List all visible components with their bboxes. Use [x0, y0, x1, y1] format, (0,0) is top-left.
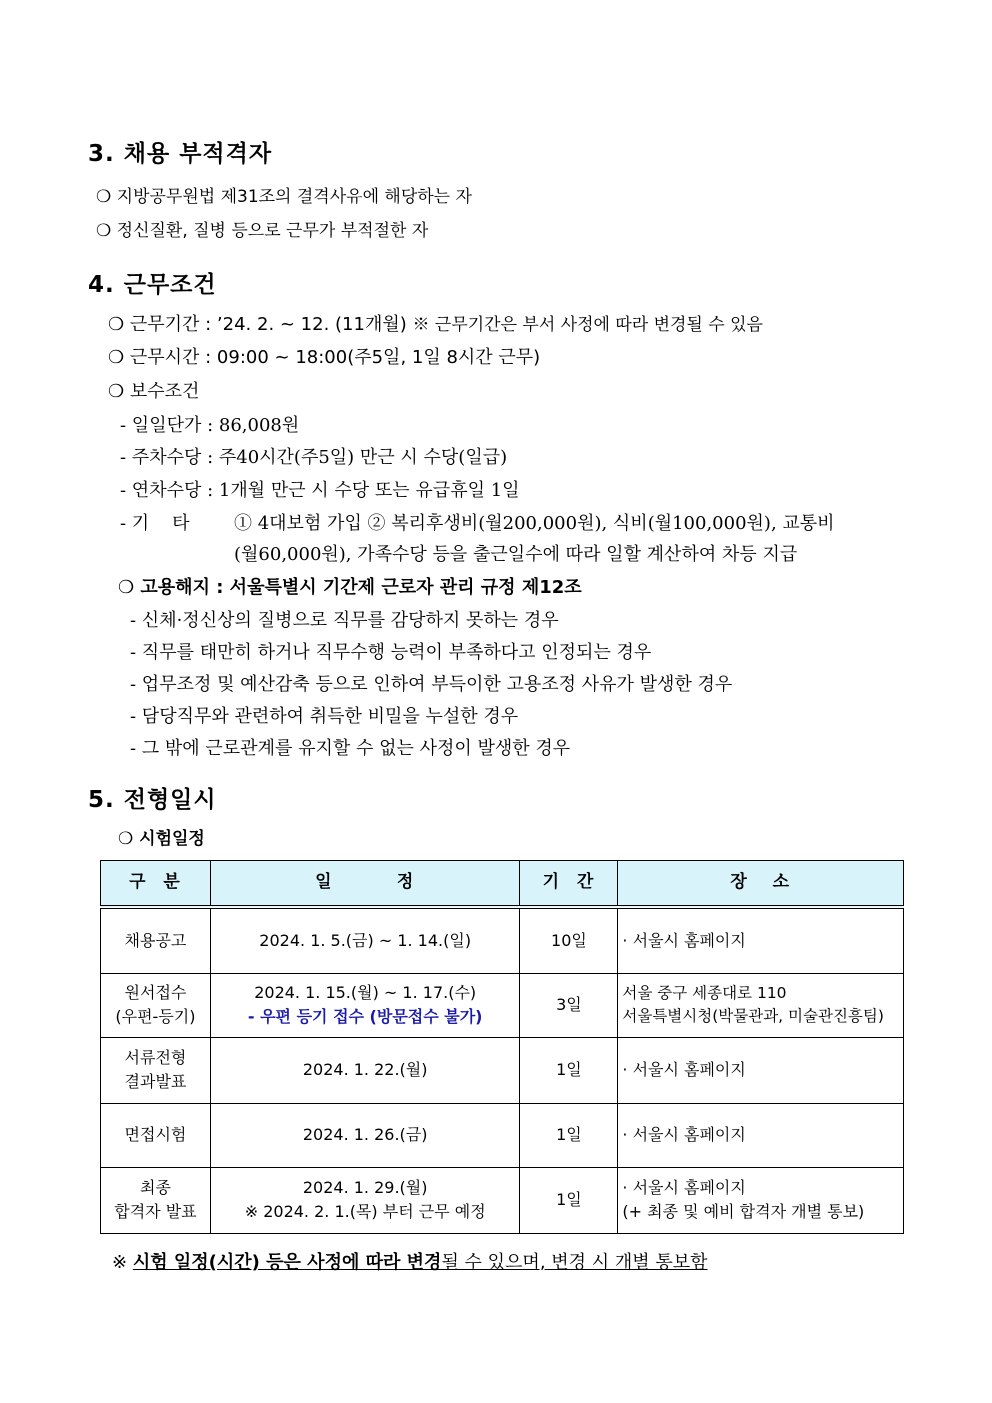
- pay-item-daily: - 일일단가 : 86,008원: [120, 415, 300, 436]
- row-date: 2024. 1. 29.(월): [302, 1178, 428, 1197]
- row-place-sub: 서울특별시청(박물관과, 미술관진흥팀): [622, 1007, 884, 1025]
- row-date-note: ※ 2024. 2. 1.(목) 부터 근무 예정: [244, 1202, 486, 1221]
- section-5-title: 5. 전형일시: [88, 787, 217, 813]
- row-place: · 서울시 홈페이지: [622, 1178, 746, 1197]
- termination-title: ❍ 고용해지 : 서울특별시 기간제 근로자 관리 규정 제12조: [118, 577, 582, 598]
- row-period: 1일: [556, 1060, 582, 1079]
- row-category-sub: 합격자 발표: [114, 1202, 197, 1221]
- row-place: · 서울시 홈페이지: [622, 1125, 746, 1144]
- row-date: 2024. 1. 26.(금): [302, 1125, 428, 1144]
- termination-item-4: - 담당직무와 관련하여 취득한 비밀을 누설한 경우: [130, 706, 519, 727]
- exam-schedule-table: [100, 860, 904, 1234]
- table-row: [101, 973, 904, 1037]
- table-header-row: [101, 861, 904, 908]
- row-category: 채용공고: [124, 930, 187, 950]
- work-period-note: ※ 근무기간은 부서 사정에 따라 변경될 수 있음: [412, 315, 763, 335]
- row-period: 1일: [556, 1190, 582, 1209]
- row-category-sub: 결과발표: [124, 1072, 187, 1091]
- header-category: 구 분: [101, 861, 211, 908]
- footnote-mark: ※: [112, 1252, 128, 1273]
- table-row: [101, 1037, 904, 1103]
- work-hours: ❍ 근무시간 : 09:00 ~ 18:00(주5일, 1일 8시간 근무): [108, 347, 541, 368]
- pay-item-etc-line1: ① 4대보험 가입 ② 복리후생비(월200,000원), 식비(월100,000원), 교통비: [234, 513, 835, 534]
- pay-item-etc-line2: (월60,000원), 가족수당 등을 출근일수에 따라 일할 계산하여 차등 지급: [234, 544, 798, 565]
- termination-item-2: - 직무를 태만히 하거나 직무수행 능력이 부족하다고 인정되는 경우: [130, 642, 652, 663]
- row-date-note: - 우편 등기 접수 (방문접수 불가): [247, 1007, 483, 1026]
- row-category: 면접시험: [124, 1125, 187, 1144]
- header-place: 장 소: [618, 861, 904, 908]
- row-date: 2024. 1. 5.(금) ~ 1. 14.(일): [259, 930, 472, 950]
- row-period: 3일: [556, 995, 582, 1014]
- section-4-title: 4. 근무조건: [88, 272, 217, 298]
- header-schedule: 일 정: [210, 861, 520, 908]
- row-place: · 서울시 홈페이지: [622, 1060, 746, 1079]
- row-place-sub: (+ 최종 및 예비 합격자 개별 통보): [622, 1202, 865, 1221]
- row-category: 원서접수: [124, 983, 187, 1002]
- row-date: 2024. 1. 15.(월) ~ 1. 17.(수): [254, 983, 477, 1002]
- pay-item-annual: - 연차수당 : 1개월 만근 시 수당 또는 유급휴일 1일: [120, 480, 520, 501]
- header-period: 기 간: [520, 861, 618, 908]
- row-period: 10일: [551, 930, 587, 950]
- pay-item-weekly: - 주차수당 : 주40시간(주5일) 만근 시 수당(일급): [120, 447, 508, 468]
- row-category-sub: (우편-등기): [115, 1007, 196, 1026]
- row-period: 1일: [556, 1125, 582, 1144]
- table-row: [101, 907, 904, 973]
- table-row: [101, 1167, 904, 1233]
- termination-item-5: - 그 밖에 근로관계를 유지할 수 없는 사정이 발생한 경우: [130, 738, 571, 759]
- row-place: 서울 중구 세종대로 110: [622, 983, 787, 1002]
- row-place: · 서울시 홈페이지: [622, 930, 746, 950]
- pay-item-etc-label: - 기 타: [120, 513, 190, 534]
- termination-item-1: - 신체·정신상의 질병으로 직무를 감당하지 못하는 경우: [130, 610, 559, 631]
- row-category: 최종: [139, 1178, 171, 1197]
- work-period: [108, 310, 763, 336]
- termination-item-3: - 업무조정 및 예산감축 등으로 인하여 부득이한 고용조정 사유가 발생한 경우: [130, 674, 733, 695]
- exam-schedule-subtitle: ❍ 시험일정: [118, 829, 205, 849]
- work-period-label: ❍ 근무기간 : ’24. 2. ~ 12. (11개월): [108, 314, 407, 335]
- footnote-rest: 될 수 있으며, 변경 시 개별 통보함: [441, 1252, 708, 1273]
- section-3-title: 3. 채용 부적격자: [88, 141, 273, 167]
- row-category: 서류전형: [124, 1048, 187, 1067]
- pay-title: ❍ 보수조건: [108, 381, 200, 402]
- sec3-item-2: ❍ 정신질환, 질병 등으로 근무가 부적절한 자: [96, 221, 429, 241]
- sec3-item-1: ❍ 지방공무원법 제31조의 결격사유에 해당하는 자: [96, 187, 472, 207]
- schedule-footnote: [112, 1248, 708, 1274]
- table-row: [101, 1103, 904, 1167]
- footnote-bold: 시험 일정(시간) 등은 사정에 따라 변경: [132, 1252, 442, 1273]
- row-date: 2024. 1. 22.(월): [302, 1060, 428, 1079]
